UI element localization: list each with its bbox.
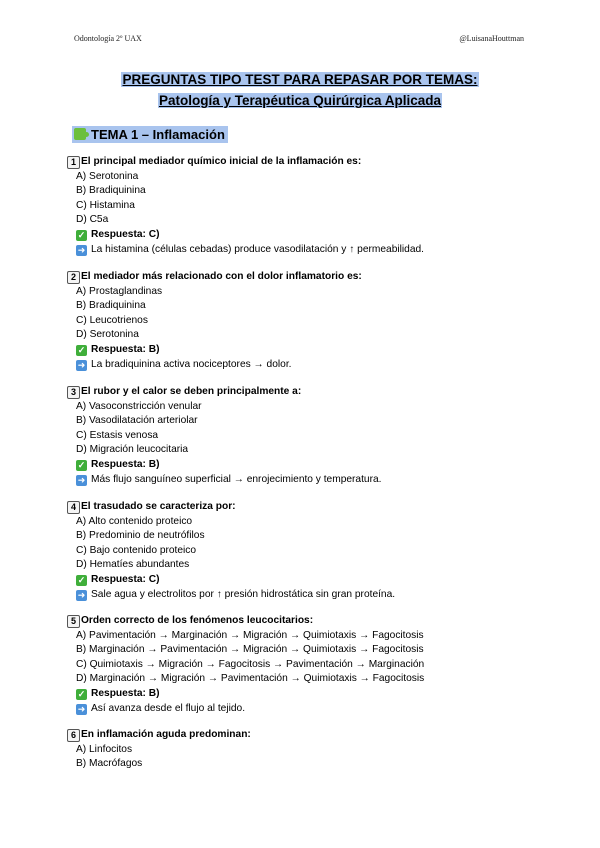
option: C) Leucotrienos [76,314,148,326]
question-block [67,728,547,772]
check-icon: ✓ [77,574,86,585]
question-title: 6 En inflamación aguda predominan: [67,728,547,743]
number-badge: 6 [67,729,80,742]
option: B) Macrófagos [76,758,143,770]
number-badge: 2 [67,271,80,284]
arrow-right-icon: ➜ [77,474,86,485]
question-title: 2 El mediador más relacionado con el dolor inflamatorio es: [67,270,547,285]
answer: ✓ Respuesta: C) [77,228,160,240]
option: A) Prostaglandinas [76,285,163,297]
number-badge: 3 [67,386,80,399]
option: C) Bajo contenido proteico [76,544,197,556]
option: D) C5a [76,214,109,226]
question-block [67,270,547,372]
question-block [67,500,547,602]
option: B) Marginación → Pavimentación → Migración → Quimiotaxis → Fagocitosis [76,644,424,656]
explanation: ➜ La bradiquinina activa nociceptores → dolor. [77,358,292,370]
number-badge: 5 [67,615,80,628]
question-block [67,385,547,487]
option: B) Bradiquinina [76,185,146,197]
option: C) Histamina [76,199,135,211]
option: B) Vasodilatación arteriolar [76,415,198,427]
explanation: ➜ Más flujo sanguíneo superficial → enrojecimiento y temperatura. [77,473,382,485]
explanation: ➜ Así avanza desde el flujo al tejido. [77,702,246,714]
option: A) Serotonina [76,170,139,182]
option: C) Quimiotaxis → Migración → Fagocitosis → Pavimentación → Marginación [76,658,425,670]
option: A) Linfocitos [76,743,133,755]
question-block [67,155,547,257]
question-title: 1 El principal mediador químico inicial de la inflamación es: [67,155,547,170]
check-icon: ✓ [77,344,86,355]
answer: ✓ Respuesta: B) [77,458,160,470]
option: C) Estasis venosa [76,429,159,441]
section-heading [72,126,228,143]
option: B) Bradiquinina [76,300,146,312]
check-icon: ✓ [77,459,86,470]
question-block [67,614,547,716]
question-title: 5 Orden correcto de los fenómenos leucocitarios: [67,614,547,629]
option: D) Migración leucocitaria [76,444,189,456]
question-title: 3 El rubor y el calor se deben principalmente a: [67,385,547,400]
page-title: PREGUNTAS TIPO TEST PARA REPASAR POR TEMAS: [122,72,478,87]
header-right: @LuisanaHouttman [459,34,524,43]
check-icon: ✓ [77,688,86,699]
answer: ✓ Respuesta: B) [77,343,160,355]
option: B) Predominio de neutrófilos [76,530,205,542]
explanation: ➜ Sale agua y electrolitos por ↑ presión hidrostática sin gran proteína. [77,588,396,600]
header-left: Odontología 2º UAX [74,34,142,43]
option: A) Pavimentación → Marginación → Migración → Quimiotaxis → Fagocitosis [76,629,424,641]
option: D) Serotonina [76,329,139,341]
arrow-right-icon: ➜ [77,359,86,370]
section-heading-label: TEMA 1 – Inflamación [91,127,225,142]
answer: ✓ Respuesta: B) [77,687,160,699]
arrow-right-icon: ➜ [77,244,86,255]
answer: ✓ Respuesta: C) [77,573,160,585]
explanation: ➜ La histamina (células cebadas) produce vasodilatación y ↑ permeabilidad. [77,243,424,255]
option: A) Alto contenido proteico [76,515,193,527]
option: A) Vasoconstricción venular [76,400,202,412]
puzzle-icon [74,128,86,140]
question-title: 4 El trasudado se caracteriza por: [67,500,547,515]
option: D) Hematíes abundantes [76,559,190,571]
check-icon: ✓ [77,229,86,240]
number-badge: 4 [67,501,80,514]
arrow-right-icon: ➜ [77,703,86,714]
page-subtitle: Patología y Terapéutica Quirúrgica Aplicada [158,93,442,108]
option: D) Marginación → Migración → Pavimentación → Quimiotaxis → Fagocitosis [76,673,425,685]
arrow-right-icon: ➜ [77,589,86,600]
number-badge: 1 [67,156,80,169]
